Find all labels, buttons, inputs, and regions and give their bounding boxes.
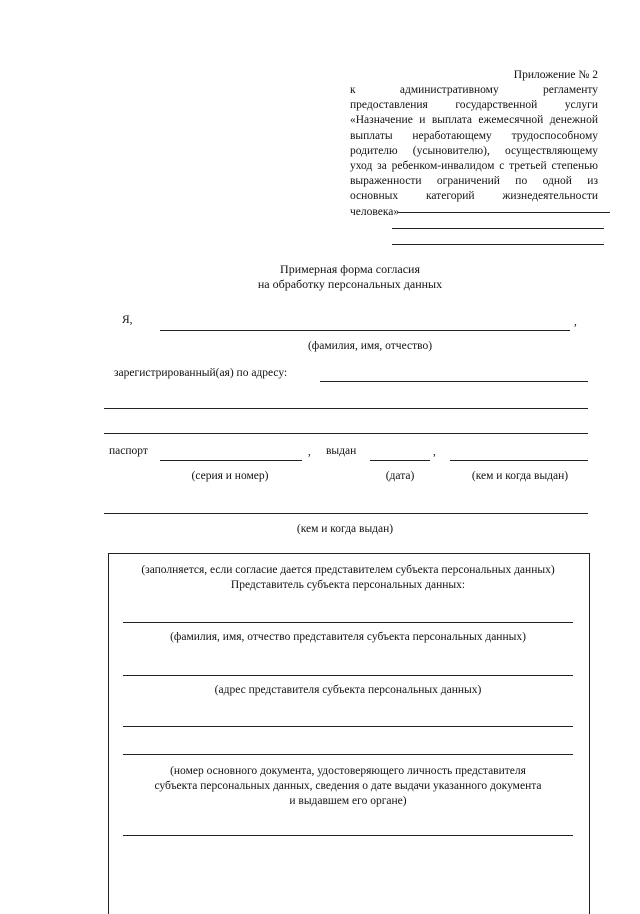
appendix-line: родителю (усыновителю), осуществляющему: [350, 144, 598, 157]
date-caption: (дата): [385, 470, 415, 482]
representative-doc-caption-3: и выдавшем его органе): [289, 795, 407, 807]
series-caption: (серия и номер): [191, 470, 269, 482]
representative-doc-caption-2: субъекта персональных данных, сведения о дате выдачи указанного документа: [154, 780, 542, 792]
representative-note: (заполняется, если согласие дается представителем субъекта персональных данных): [141, 564, 555, 576]
appendix-title: Приложение № 2: [513, 69, 598, 81]
registered-label: зарегистрированный(ая) по адресу:: [114, 367, 288, 379]
issuer-line[interactable]: [450, 460, 588, 461]
passport-comma: ,: [308, 446, 311, 458]
appendix-line: к административному регламенту: [350, 84, 598, 96]
appendix-signature-line[interactable]: [392, 228, 604, 229]
passport-number-line[interactable]: [160, 460, 302, 461]
issuer-caption: (кем и когда выдан): [471, 470, 569, 482]
issued-comma: ,: [433, 446, 436, 458]
address-input-line-3[interactable]: [104, 433, 588, 434]
appendix-line: человека»: [350, 205, 400, 218]
address-input-line-2[interactable]: [104, 408, 588, 409]
appendix-line: «Назначение и выплата ежемесячной денежной: [350, 114, 598, 127]
fio-input-line[interactable]: [160, 330, 570, 331]
form-title-line-1: Примерная форма согласия: [280, 262, 420, 276]
representative-doc-caption-1: (номер основного документа, удостоверяющего личность представителя: [170, 765, 526, 777]
form-title-line-2: на обработку персональных данных: [257, 277, 443, 291]
appendix-signature-line[interactable]: [392, 244, 604, 245]
appendix-line: уход за ребенком-инвалидом с третьей степенью: [350, 160, 598, 173]
issued-label: выдан: [326, 445, 357, 457]
passport-label: паспорт: [109, 445, 148, 457]
i-label: Я,: [122, 314, 133, 326]
representative-box: [108, 553, 590, 914]
appendix-line: выплаты неработающему трудоспособному: [350, 129, 598, 142]
appendix-line: предоставления государственной услуги: [350, 99, 598, 112]
representative-document-line[interactable]: [123, 726, 573, 727]
fio-comma: ,: [574, 316, 577, 328]
representative-fio-caption: (фамилия, имя, отчество представителя субъекта персональных данных): [170, 631, 526, 643]
issuer-caption-2: (кем и когда выдан): [296, 523, 394, 535]
representative-document-line-3[interactable]: [123, 835, 573, 836]
address-input-line[interactable]: [320, 381, 588, 382]
representative-heading: Представитель субъекта персональных данных:: [230, 579, 466, 591]
issue-date-line[interactable]: [370, 460, 430, 461]
issuer-full-line[interactable]: [104, 513, 588, 514]
appendix-block: [350, 83, 598, 220]
representative-address-caption: (адрес представителя субъекта персональных данных): [214, 684, 482, 696]
appendix-line: выраженности ограничений по одной из: [350, 175, 598, 188]
appendix-line: основных категорий жизнедеятельности: [350, 190, 598, 203]
representative-fio-line[interactable]: [123, 622, 573, 623]
representative-address-line[interactable]: [123, 675, 573, 676]
appendix-signature-line[interactable]: [398, 212, 610, 213]
representative-document-line-2[interactable]: [123, 754, 573, 755]
fio-caption: (фамилия, имя, отчество): [307, 340, 433, 352]
